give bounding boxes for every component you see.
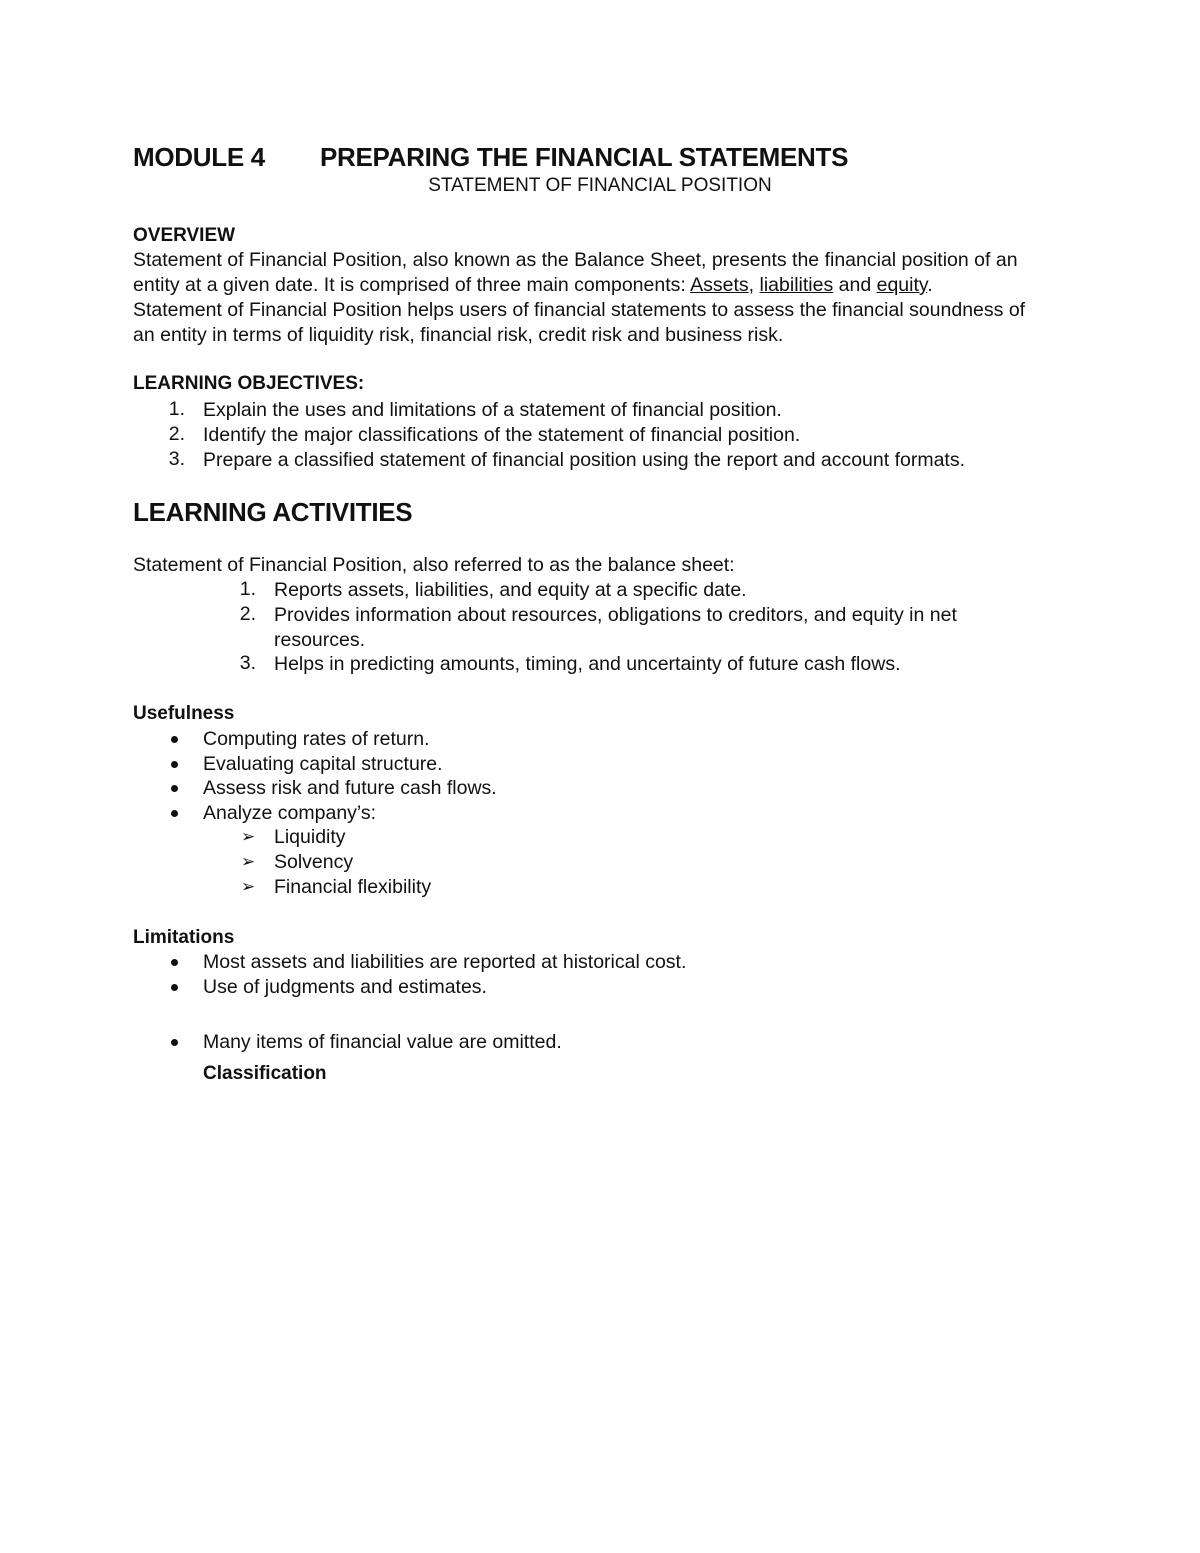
objectives-heading: LEARNING OBJECTIVES: [133, 373, 365, 394]
objective-number: 3. [168, 448, 185, 470]
overview-line: Statement of Financial Position, also known as the Balance Sheet, presents the financial position of an [133, 249, 1018, 271]
activity-item: Reports assets, liabilities, and equity at a specific date. [274, 579, 747, 601]
page-subtitle: STATEMENT OF FINANCIAL POSITION [428, 175, 772, 196]
usefulness-subitem: Solvency [274, 851, 354, 873]
limitations-item: Most assets and liabilities are reported at historical cost. [203, 951, 687, 973]
objective-item: Prepare a classified statement of financial position using the report and account formats. [203, 449, 966, 471]
usefulness-item: Evaluating capital structure. [203, 753, 443, 775]
usefulness-subitem: Financial flexibility [274, 876, 432, 898]
activities-intro: Statement of Financial Position, also referred to as the balance sheet: [133, 554, 735, 576]
equity-link[interactable]: equity [876, 274, 928, 296]
objective-number: 1. [168, 398, 185, 420]
module-number: MODULE 4 [133, 142, 265, 172]
arrow-bullet-icon: ➢ [241, 852, 256, 871]
activity-item: Helps in predicting amounts, timing, and uncertainty of future cash flows. [274, 653, 901, 675]
bullet-icon [171, 761, 178, 768]
usefulness-item: Assess risk and future cash flows. [203, 777, 497, 799]
bullet-icon [171, 959, 178, 966]
objective-number: 2. [168, 423, 185, 445]
activity-number: 3. [239, 652, 256, 674]
limitations-heading: Limitations [133, 927, 235, 948]
overview-line: entity at a given date. It is comprised of three main components: Assets, liabilities and equity. [133, 274, 933, 296]
overview-line: an entity in terms of liquidity risk, financial risk, credit risk and business risk. [133, 324, 784, 346]
activity-item: Provides information about resources, obligations to creditors, and equity in net [274, 604, 957, 626]
overview-paragraph [133, 248, 1025, 348]
overview-heading: OVERVIEW [133, 225, 236, 246]
arrow-bullet-icon: ➢ [241, 827, 256, 846]
bullet-icon [171, 736, 178, 743]
bullet-icon [171, 785, 178, 792]
limitations-item: Use of judgments and estimates. [203, 976, 487, 998]
assets-link[interactable]: Assets [690, 274, 749, 296]
usefulness-item: Analyze company’s: [203, 802, 377, 824]
objective-item: Identify the major classifications of the statement of financial position. [203, 424, 801, 446]
activity-number: 1. [239, 578, 256, 600]
arrow-bullet-icon: ➢ [241, 877, 256, 896]
objective-item: Explain the uses and limitations of a statement of financial position. [203, 399, 782, 421]
liabilities-link[interactable]: liabilities [759, 274, 834, 296]
activity-item-continued: resources. [274, 629, 366, 651]
usefulness-item: Computing rates of return. [203, 728, 430, 750]
bullet-icon [171, 984, 178, 991]
usefulness-subitem: Liquidity [274, 826, 346, 848]
activity-number: 2. [239, 603, 256, 625]
bullet-icon [171, 810, 178, 817]
classification-heading: Classification [203, 1063, 327, 1084]
usefulness-heading: Usefulness [133, 703, 235, 724]
activities-heading: LEARNING ACTIVITIES [133, 497, 413, 527]
overview-line: Statement of Financial Position helps users of financial statements to assess the financial soundness of [133, 299, 1026, 321]
bullet-icon [171, 1039, 178, 1046]
module-title: PREPARING THE FINANCIAL STATEMENTS [320, 142, 849, 172]
limitations-item: Many items of financial value are omitted. [203, 1031, 562, 1053]
